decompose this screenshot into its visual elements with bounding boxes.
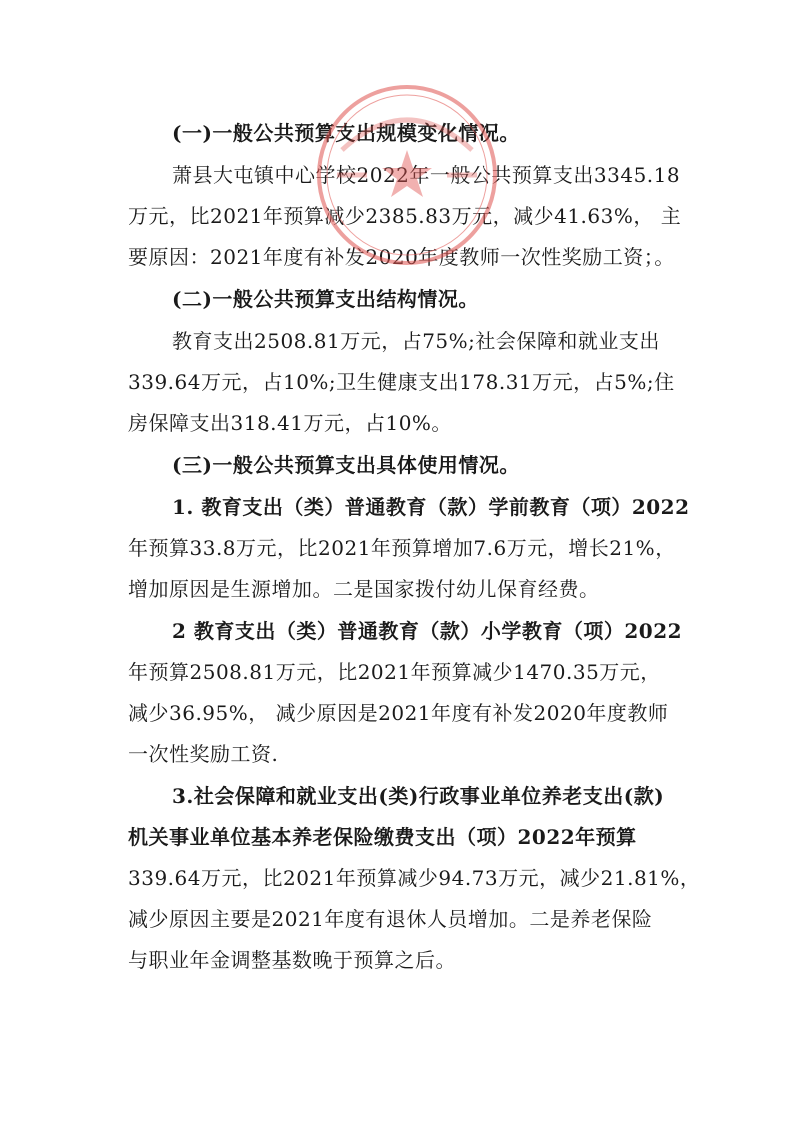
paragraph-line: 年预算33.8万元，比2021年预算增加7.6万元，增长21%， — [128, 536, 676, 560]
item-lead-3: 3.社会保障和就业支出(类)行政事业单位养老支出(款) — [172, 784, 665, 808]
paragraph-line: 减少36.95%， 减少原因是2021年度有补发2020年度教师 — [128, 701, 669, 725]
paragraph-line: 增加原因是生源增加。二是国家拨付幼儿保育经费。 — [128, 577, 600, 601]
item-lead-2: 2 教育支出（类）普通教育（款）小学教育（项）2022 — [172, 619, 683, 643]
item-lead-1: 1. 教育支出（类）普通教育（款）学前教育（项）2022 — [172, 495, 690, 519]
paragraph-line: 339.64万元，占10%;卫生健康支出178.31万元，占5%;住 — [128, 370, 675, 394]
paragraph-line: 要原因：2021年度有补发2020年度教师一次性奖励工资；。 — [128, 245, 675, 269]
paragraph-line: 一次性奖励工资. — [128, 742, 279, 766]
paragraph-line: 房保障支出318.41万元，占10%。 — [128, 411, 452, 435]
section-heading-1: (一)一般公共预算支出规模变化情况。 — [172, 121, 520, 145]
paragraph-line: 万元，比2021年预算减少2385.83万元，减少41.63%， 主 — [128, 204, 682, 228]
paragraph-line: 萧县大屯镇中心学校2022年一般公共预算支出3345.18 — [172, 163, 681, 187]
paragraph-line: 年预算2508.81万元，比2021年预算减少1470.35万元， — [128, 660, 661, 684]
paragraph-line: 339.64万元，比2021年预算减少94.73万元，减少21.81%， — [128, 866, 701, 890]
section-heading-3: (三)一般公共预算支出具体使用情况。 — [172, 453, 520, 477]
paragraph-line: 与职业年金调整基数晚于预算之后。 — [128, 948, 456, 972]
paragraph-line: 教育支出2508.81万元，占75%;社会保障和就业支出 — [172, 329, 660, 353]
paragraph-line: 机关事业单位基本养老保险缴费支出（项）2022年预算 — [128, 825, 637, 849]
section-heading-2: (二)一般公共预算支出结构情况。 — [172, 287, 479, 311]
paragraph-line: 减少原因主要是2021年度有退休人员增加。二是养老保险 — [128, 907, 653, 931]
